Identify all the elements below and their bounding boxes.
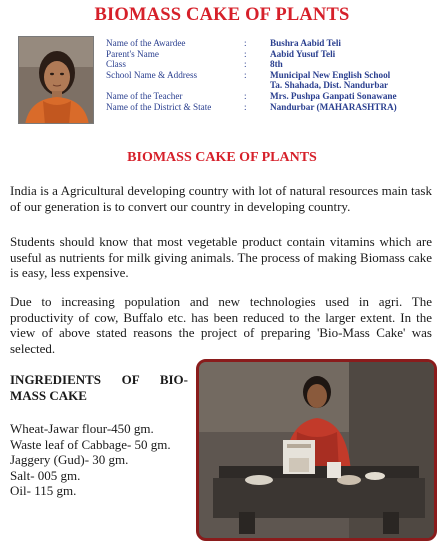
detail-value: Municipal New English School [270,69,391,80]
ingredient-item: Wheat-Jawar flour-450 gm. [10,421,154,436]
detail-label: Class [106,59,126,70]
detail-label: Name of the Awardee [106,38,186,48]
page-title: BIOMASS CAKE OF PLANTS [94,5,350,25]
paragraph-nutrients: Students should know that most vegetable product contain vitamins which are useful as nutrients for milk giving animals. The process of making Biomass cake is easy, less expensive. [10,234,432,281]
portrait-image [19,37,94,124]
detail-colon: : [244,38,247,48]
detail-colon: : [244,59,247,70]
detail-label: Name of the Teacher [106,90,183,101]
ingredient-item: Oil- 115 gm. [10,483,77,499]
ingredients-list [10,421,200,499]
awardee-row-district [106,102,436,113]
ingredient-item: Salt- 005 gm. [10,467,81,483]
paragraph-intro: India is a Agricultural developing country with lot of natural resources main task of our generation is to convert our country in developing country. [10,183,432,214]
ingredients-heading: INGREDIENTS OF BIO-MASS CAKE [10,372,188,403]
detail-value: 8th [270,59,283,70]
ingredient-item: Jaggery (Gud)- 30 gm. [10,452,129,468]
awardee-details [106,38,436,112]
awardee-row-class [106,59,436,70]
awardee-row-school [106,70,436,81]
detail-colon: : [244,48,247,59]
awardee-row-name [106,38,436,49]
detail-colon: : [244,69,247,80]
detail-value: Aabid Yusuf Teli [270,48,336,59]
detail-value: Mrs. Pushpa Ganpati Sonawane [270,90,397,101]
project-display-photo [196,359,437,541]
ingredient-item: Waste leaf of Cabbage- 50 gm. [10,436,171,452]
detail-value: Bushra Aabid Teli [270,38,341,48]
detail-value: Ta. Shahada, Dist. Nandurbar [270,80,389,91]
detail-colon: : [244,90,247,101]
awardee-row-school-address [106,80,436,91]
project-photo-image [199,362,434,538]
detail-label: School Name & Address [106,69,198,80]
detail-value: Nandurbar (MAHARASHTRA) [270,101,397,112]
awardee-row-parent [106,49,436,60]
paragraph-reasons: Due to increasing population and new technologies used in agri. The productivity of cow, Buffalo etc. has been reduced to the larger extent. In the view of above stated reasons the project of preparing 'Bio-Mass Cake' was selected. [10,294,432,356]
detail-label: Name of the District & State [106,101,212,112]
awardee-row-teacher [106,91,436,102]
detail-label: Parent's Name [106,48,159,59]
article-subtitle: BIOMASS CAKE OF PLANTS [127,150,317,165]
awardee-portrait-photo [18,36,94,124]
detail-colon: : [244,101,247,112]
